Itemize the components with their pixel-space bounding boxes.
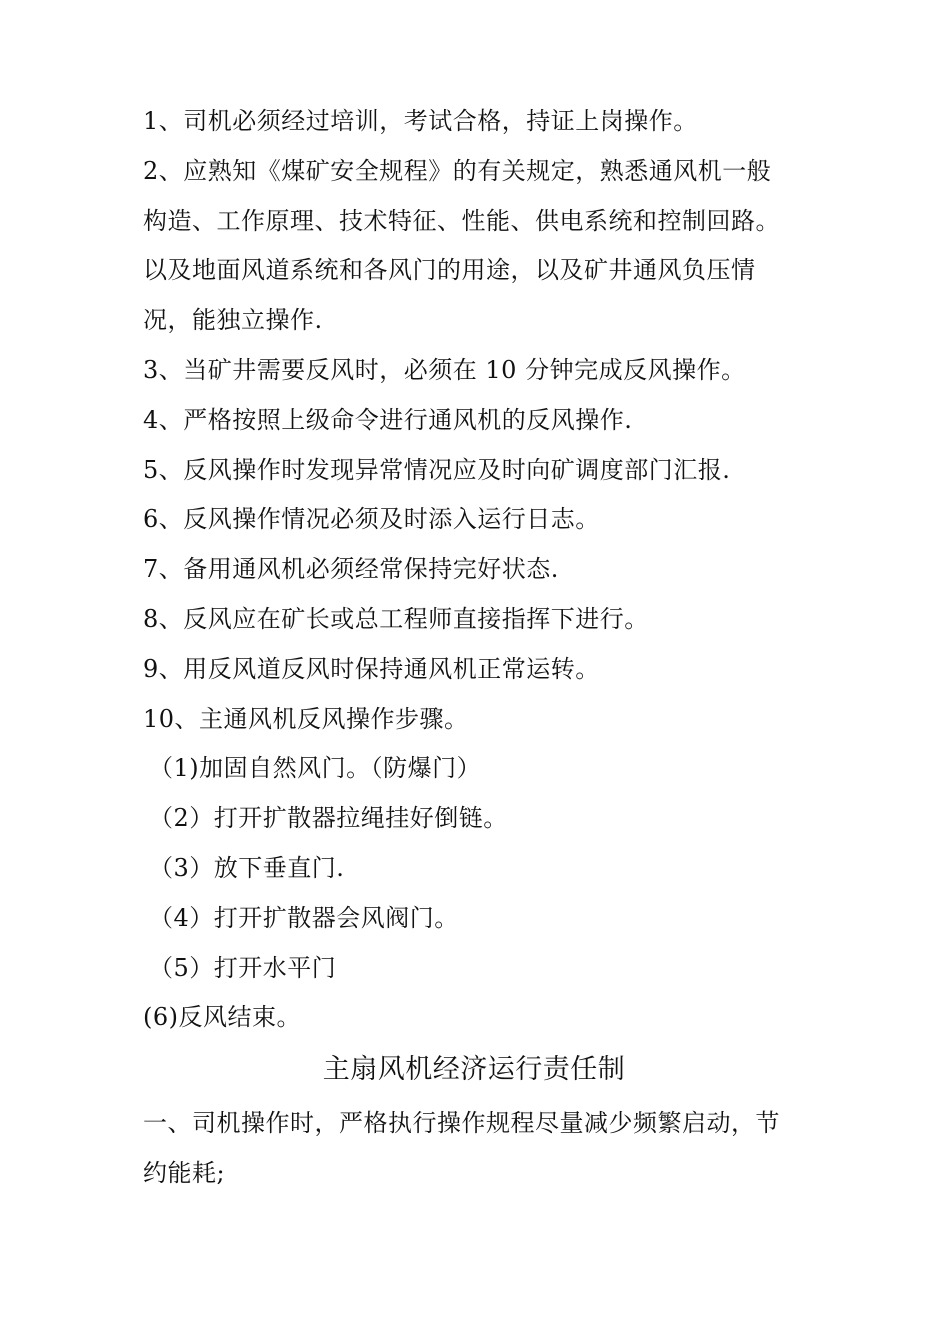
document-body	[143, 97, 823, 1199]
step-item-1: （1)加固自然风门。（防爆门）	[149, 754, 482, 783]
paragraph-line-5: 况，能独立操作.	[143, 306, 323, 335]
step-item-4: （4）打开扩散器会风阀门。	[149, 903, 459, 932]
step-item-5: （5）打开水平门	[149, 953, 337, 982]
paragraph-line-8: 5、反风操作时发现异常情况应及时向矿调度部门汇报.	[143, 455, 731, 484]
paragraph-line-1: 1、司机必须经过培训，考试合格，持证上岗操作。	[143, 107, 698, 135]
section-title: 主扇风机经济运行责任制	[322, 1054, 626, 1086]
section-line-1: 一、司机操作时，严格执行操作规程尽量减少频繁启动，节	[143, 1109, 780, 1138]
paragraph-line-6: 3、当矿井需要反风时，必须在 10 分钟完成反风操作。	[143, 355, 746, 384]
paragraph-line-11: 8、反风应在矿长或总工程师直接指挥下进行。	[143, 604, 649, 633]
paragraph-line-10: 7、备用通风机必须经常保持完好状态.	[143, 555, 559, 584]
paragraph-line-2: 2、应熟知《煤矿安全规程》的有关规定，熟悉通风机一般	[143, 156, 772, 185]
step-item-2: （2）打开扩散器拉绳挂好倒链。	[149, 804, 508, 833]
paragraph-line-13: 10、主通风机反风操作步骤。	[143, 704, 469, 733]
paragraph-line-12: 9、用反风道反风时保持通风机正常运转。	[143, 654, 600, 683]
paragraph-line-4: 以及地面风道系统和各风门的用途，以及矿井通风负压情	[143, 256, 756, 285]
step-item-3: （3）放下垂直门.	[149, 853, 345, 882]
paragraph-line-3: 构造、工作原理、技术特征、性能、供电系统和控制回路。	[143, 206, 780, 235]
paragraph-line-9: 6、反风操作情况必须及时添入运行日志。	[143, 505, 600, 534]
step-item-6: (6)反风结束。	[143, 1003, 301, 1032]
paragraph-line-7: 4、严格按照上级命令进行通风机的反风操作.	[143, 405, 633, 434]
section-line-2: 约能耗;	[143, 1158, 226, 1187]
